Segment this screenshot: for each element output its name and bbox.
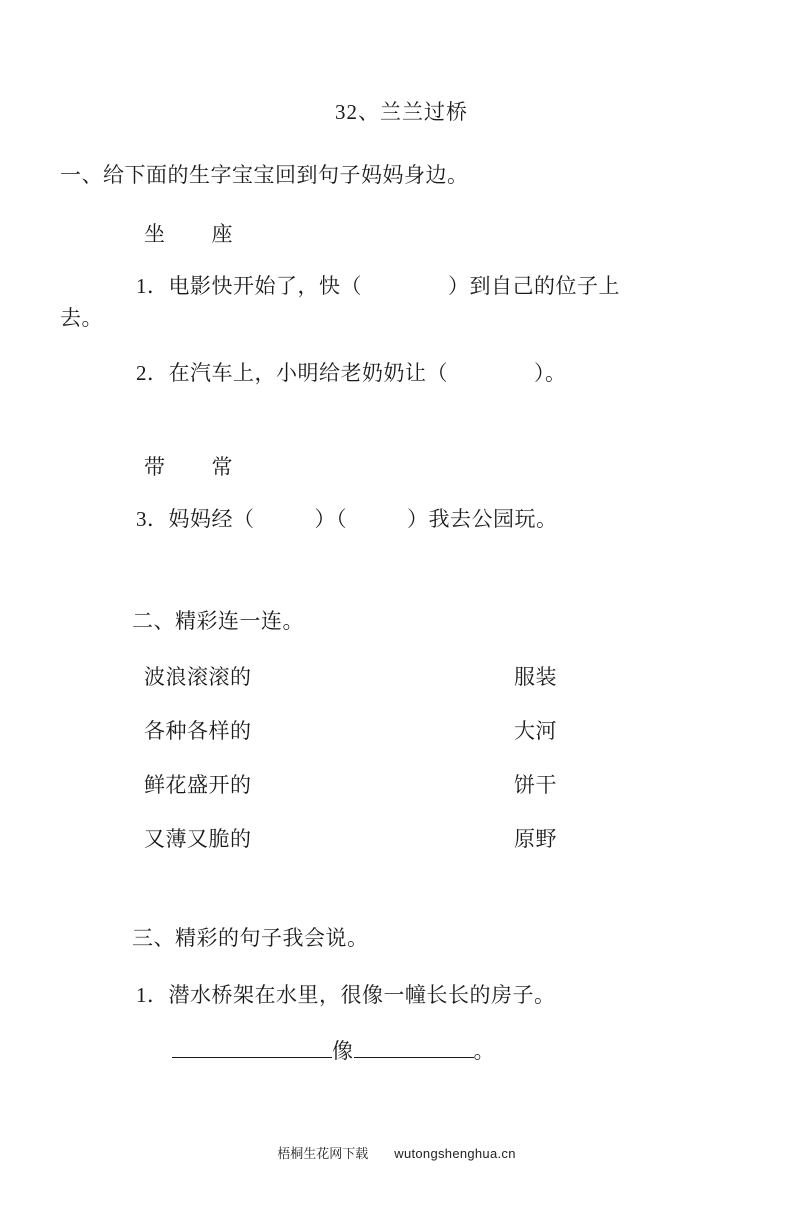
section-heading-3: 三、精彩的句子我会说。	[132, 926, 369, 951]
worksheet-page	[0, 96, 793, 1218]
word-pair-2-first: 带	[144, 455, 166, 480]
question-3-text-mid: ）（	[314, 507, 347, 532]
word-pair-1-second: 座	[211, 221, 233, 246]
question-3-number: 3．	[136, 507, 169, 532]
question-3-text-after: ）我去公园玩。	[407, 507, 558, 532]
footer-site: wutongshenghua.cn	[394, 1146, 516, 1161]
match-left-2[interactable]: 各种各样的	[144, 719, 252, 744]
fill-word: 像	[332, 1038, 354, 1063]
footer-label: 梧桐生花网下载	[277, 1146, 369, 1161]
footer	[0, 1143, 793, 1162]
example-sentence: 1．潜水桥架在水里，很像一幢长长的房子。	[136, 982, 556, 1007]
match-left-3[interactable]: 鲜花盛开的	[144, 773, 252, 798]
question-3-text-before: 妈妈经（	[168, 507, 255, 532]
match-row[interactable]	[144, 715, 733, 745]
question-2-text-before: 在汽车上，小明给老奶奶让（	[168, 360, 448, 385]
fill-in-line[interactable]	[60, 1035, 733, 1065]
fill-end: 。	[473, 1038, 495, 1063]
spacer-3	[60, 853, 733, 889]
question-1-text-after: ）到自己的位子上	[448, 273, 620, 298]
match-row[interactable]	[144, 823, 733, 853]
match-right-3[interactable]: 饼干	[514, 773, 557, 798]
question-3	[60, 503, 733, 536]
spacer-1	[60, 389, 733, 425]
section-heading-2: 二、精彩连一连。	[132, 608, 304, 633]
match-left-4[interactable]: 又薄又脆的	[144, 827, 252, 852]
matching-block	[60, 661, 733, 853]
match-right-1[interactable]: 服装	[514, 665, 557, 690]
question-1-number: 1．	[136, 273, 169, 298]
match-right-2[interactable]: 大河	[514, 719, 557, 744]
match-right-4[interactable]: 原野	[514, 827, 557, 852]
word-pair-1	[60, 218, 733, 248]
word-pair-2	[60, 451, 733, 481]
match-left-1[interactable]: 波浪滚滚的	[144, 665, 252, 690]
section-heading-1: 一、给下面的生字宝宝回到句子妈妈身边。	[60, 163, 469, 187]
question-1-text-before: 电影快开始了，快（	[168, 273, 362, 298]
fill-blank-1[interactable]	[172, 1040, 332, 1058]
question-2-text-after: ）。	[534, 360, 567, 385]
match-row[interactable]	[144, 661, 733, 691]
match-row[interactable]	[144, 769, 733, 799]
spacer-2	[60, 536, 733, 572]
page-title: 32、兰兰过桥	[335, 100, 468, 124]
question-1	[60, 270, 733, 335]
word-pair-2-second: 常	[211, 455, 233, 480]
fill-blank-2[interactable]	[354, 1040, 474, 1058]
question-2	[60, 357, 733, 390]
word-pair-1-first: 坐	[144, 221, 166, 246]
question-2-number: 2．	[136, 360, 169, 385]
question-1-continuation: 去。	[60, 306, 103, 331]
